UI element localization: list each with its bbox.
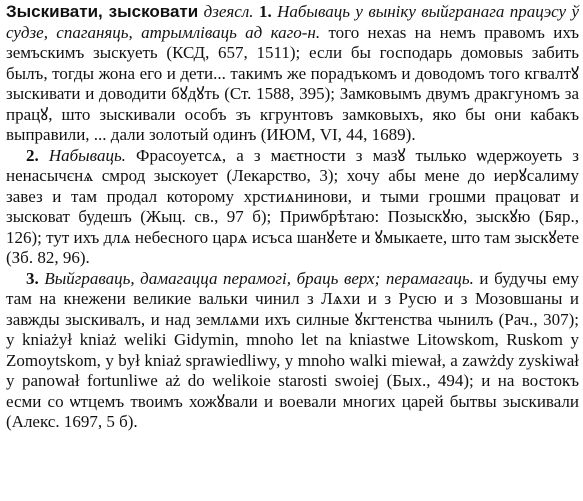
sense-number: 2. (26, 145, 39, 165)
headword: Зыскивати, зысковати (6, 2, 199, 21)
sense-number: 1. (258, 2, 272, 21)
sense-definition: Выйграваць, дамагацца перамогі, браць верх; перамагаць. (44, 268, 474, 288)
entry-sense-1 (6, 2, 579, 146)
sense-citations: и будучы ему там на кнежени великие вальки чинил з Лѧхи и з Русю и з Мозовшаны и завжды зыскивалъ, и над землѧми ихъ силные ꙋкгтенства чынилъ (Рач., 307); у kniażył kniaż weliki Gidymin, mnoho let na kniastwe Litowskom, Ruskom y Zomoytskom, y był kniaż sprawiedliwy, y mnoho walki miewał, a zawżdy zyskiwał y panował fortunliwe aż do welikoie starosti swoiej (Бых., 494); и на востокъ есми со ѡтцемъ твоимъ хожꙋвали и воевали многих царей бытвы зыскивали (Алекс. 1697, 5 б). (6, 268, 580, 431)
sense-number: 3. (26, 268, 39, 288)
sense-citations: Фрасоуетсѧ, а з маєтности з мазꙋ тылько ѡдержоуеть з ненасычєнѧ смрод зыскоует (Лекарство, 3); хочу абы мене до иерꙋсалиму завез и там продал которому хрстиѧнинови, и тыми грошми працоват и зысковат будешъ (Жыц. св., 97 б); Приѡбрѣтаю: Позыскꙋю, зыскꙋю (Бяр., 126); тут ихъ длѧ небесного царѧ исъса шанꙋете и ꙋмыкаете, што там зыскꙋете (Зб. 82, 96). (6, 145, 580, 267)
part-of-speech: дзеясл. (203, 2, 254, 21)
entry-sense-2 (6, 146, 579, 269)
sense-citations: того нехаѕ на немъ правомъ ихъ земъскимъ зыскуеть (КСД, 657, 1511); если бы господарь домовыѕ забить былъ, тогды жона его и дети... такимъ же порадъкомъ и доводомъ того кгвалтꙋ зыскивати и доводити бꙋдꙋть (Ст. 1588, 395); Замковымъ двумъ дракгуномъ за працꙋ, што зыскивали особъ зъ кгрунтовъ замковыхъ, яко бы они кабакъ выправили, ... дали золотый одинъ (ИЮМ, VI, 44, 1689). (6, 22, 579, 144)
sense-definition: Набываць. (48, 145, 126, 165)
sense-definition: Набываць у выніку выйгранага працэсу ў судзе, спаганяць, атрымліваць ад каго-н. (6, 2, 579, 42)
entry-sense-3 (6, 269, 579, 433)
